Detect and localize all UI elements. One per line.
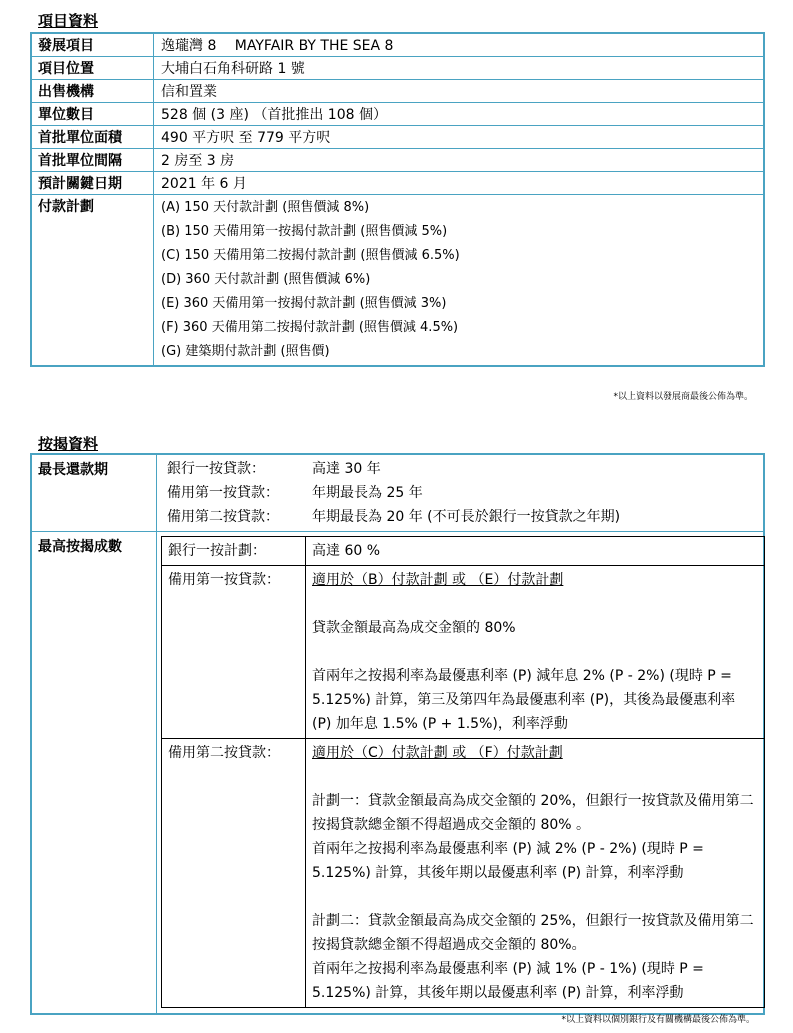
term-value: 年期最長為 20 年 (不可長於銀行一按貸款之年期) (312, 509, 621, 525)
table-row (162, 739, 765, 1008)
table-row (32, 103, 763, 126)
mortgage-footnote: *以上資料以個別銀行及有關機構最後公佈為準。 (561, 1015, 755, 1025)
table-cell: 銀行一按計劃： (162, 537, 306, 566)
apply-text: 適用於（B）付款計劃 或 （E）付款計劃 (312, 572, 564, 588)
apply-text: 適用於（C）付款計劃 或 （F）付款計劃 (312, 745, 563, 761)
table-row (32, 149, 763, 172)
paragraph: 貸款金額最高為成交金額的 80% (312, 620, 516, 636)
list-item: (D) 360 天付款計劃 (照售價減 6%) (161, 272, 371, 287)
paragraph: 首兩年之按揭利率為最優惠利率 (P) 減 1% (P - 1%) (現時 P = 5.125%) 計算，其後年期以最優惠利率 (P) 計算，利率浮動 (312, 961, 704, 1001)
term-key: 銀行一按貸款： (167, 461, 265, 477)
table-cell: 備用第二按貸款： (162, 739, 306, 1008)
ratio-label: 最高按揭成數 (32, 532, 157, 1013)
list-item (167, 481, 753, 505)
table-cell (306, 739, 765, 1008)
mortgage-section-title: 按揭資料 (38, 435, 99, 453)
list-item (167, 505, 753, 529)
table-row (32, 126, 763, 149)
table-row (32, 172, 763, 195)
row-value: 490 平方呎 至 779 平方呎 (161, 130, 331, 146)
payment-plan-row (32, 195, 763, 365)
paragraph: 首兩年之按揭利率為最優惠利率 (P) 減 2% (P - 2%) (現時 P = 5.125%) 計算，其後年期以最優惠利率 (P) 計算，利率浮動 (312, 841, 704, 881)
term-value: 高達 30 年 (312, 461, 381, 477)
term-value: 年期最長為 25 年 (312, 485, 423, 501)
row-value: 528 個 (3 座) （首批推出 108 個） (161, 107, 387, 123)
table-cell (306, 566, 765, 739)
table-row (162, 537, 765, 566)
table-cell: 高達 60 % (306, 537, 765, 566)
term-key: 備用第二按貸款： (167, 509, 279, 525)
paragraph: 計劃二：貸款金額最高為成交金額的 25%，但銀行一按貸款及備用第二按揭貸款總金額不得超過成交金額的 80%。 (312, 913, 754, 953)
row-value: 2 房至 3 房 (161, 153, 235, 169)
term-label: 最長還款期 (32, 455, 157, 531)
row-value: 逸瓏灣 8 MAYFAIR BY THE SEA 8 (161, 38, 394, 54)
ratio-content (157, 532, 765, 1013)
row-label: 單位數目 (32, 103, 154, 125)
row-value: 大埔白石角科研路 1 號 (161, 61, 305, 77)
list-item: (E) 360 天備用第一按揭付款計劃 (照售價減 3%) (161, 296, 447, 311)
row-label: 首批單位面積 (32, 126, 154, 148)
row-label: 發展項目 (32, 34, 154, 56)
ratio-row (32, 532, 763, 1013)
list-item: (B) 150 天備用第一按揭付款計劃 (照售價減 5%) (161, 224, 448, 239)
list-item: (C) 150 天備用第二按揭付款計劃 (照售價減 6.5%) (161, 248, 460, 263)
row-value: 信和置業 (161, 84, 217, 100)
table-row (162, 566, 765, 739)
paragraph: 計劃一：貸款金額最高為成交金額的 20%，但銀行一按貸款及備用第二按揭貸款總金額不得超過成交金額的 80% 。 (312, 793, 754, 833)
term-list (157, 455, 763, 531)
list-item: (F) 360 天備用第二按揭付款計劃 (照售價減 4.5%) (161, 320, 459, 335)
list-item (167, 457, 753, 481)
paragraph: 首兩年之按揭利率為最優惠利率 (P) 減年息 2% (P - 2%) (現時 P = 5.125%) 計算，第三及第四年為最優惠利率 (P)，其後為最優惠利率 (P) 加年息 1.5% (P + 1.5%)，利率浮動 (312, 668, 736, 732)
row-label: 首批單位間隔 (32, 149, 154, 171)
ratio-table (161, 536, 765, 1008)
row-label: 項目位置 (32, 57, 154, 79)
payment-plan-list (154, 195, 763, 365)
table-row (32, 80, 763, 103)
project-section-title: 項目資料 (38, 12, 99, 30)
table-cell: 備用第一按貸款： (162, 566, 306, 739)
table-row (32, 57, 763, 80)
row-label: 出售機構 (32, 80, 154, 102)
project-footnote: *以上資料以發展商最後公佈為準。 (613, 392, 753, 402)
row-value: 2021 年 6 月 (161, 176, 247, 192)
payment-plan-label: 付款計劃 (32, 195, 154, 365)
mortgage-info-table (30, 453, 765, 1015)
table-row (32, 34, 763, 57)
term-key: 備用第一按貸款： (167, 485, 279, 501)
list-item: (A) 150 天付款計劃 (照售價減 8%) (161, 200, 370, 215)
list-item: (G) 建築期付款計劃 (照售價) (161, 344, 330, 359)
row-label: 預計關鍵日期 (32, 172, 154, 194)
project-info-table (30, 32, 765, 367)
term-row (32, 455, 763, 532)
